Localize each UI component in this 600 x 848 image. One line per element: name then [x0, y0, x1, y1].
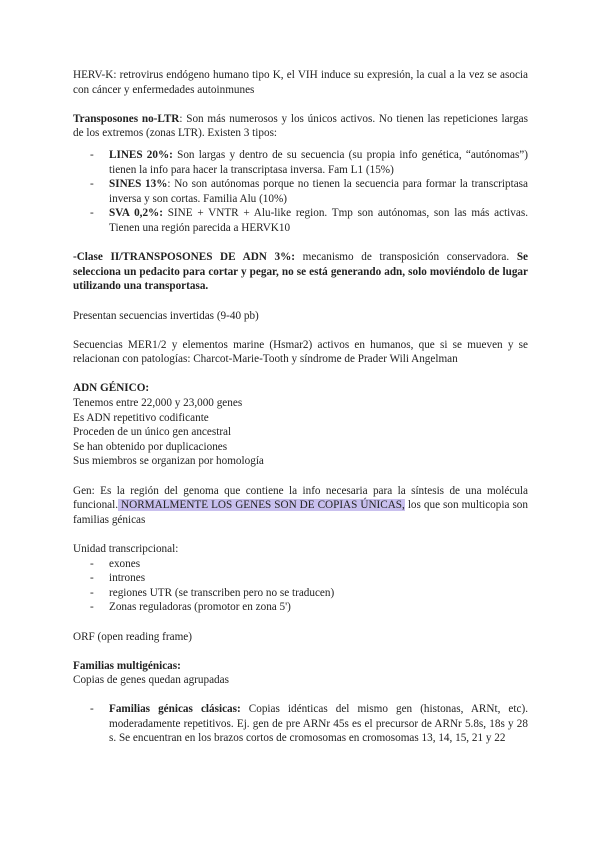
familias-clasicas-text: Copias idénticas del mismo gen (histonas, ARNt, etc). moderadamente repetitivos. Ej. gen de pre ARNr 45s es el precursor de ARNr 5.8s, 18s y 28 s. Se encuentran en los brazos cortos de cromosomas en cromosomas 13, 14, 15, 21 y 22	[109, 702, 528, 745]
herv-k-paragraph: HERV-K: retrovirus endógeno humano tipo K, el VIH induce su expresión, la cual a la vez se asocia con cáncer y enfermedades autoinmunes	[73, 69, 528, 96]
adn-genico-line: Se han obtenido por duplicaciones	[73, 440, 228, 453]
unidad-list	[73, 557, 528, 615]
clase-ii-term: -Clase II/TRANSPOSONES DE ADN 3%:	[73, 251, 296, 264]
adn-genico-line: Es ADN repetitivo codificante	[73, 411, 209, 424]
adn-genico-heading: ADN GÉNICO:	[73, 382, 150, 395]
lines-text: Son largas y dentro de su secuencia (su propia info genética, “autónomas”) tienen la info para hacer la transcriptasa inversa. Fam L1 (15%)	[109, 148, 529, 176]
clase-ii-bold-text: Se selecciona un pedacito para cortar y pegar, no se está generando adn, solo moviéndolo de lugar utilizando una transportasa.	[73, 251, 528, 293]
list-item-familias-clasicas	[109, 702, 528, 746]
no-ltr-paragraph	[73, 112, 528, 141]
list-item-sva	[109, 206, 528, 235]
lines-term: LINES 20%:	[109, 148, 173, 161]
adn-genico-line: Sus miembros se organizan por homología	[73, 455, 264, 468]
sva-term: SVA 0,2%:	[109, 207, 163, 220]
list-item: - Zonas reguladoras (promotor en zona 5')	[109, 600, 528, 615]
gen-paragraph	[73, 484, 528, 528]
invertidas-paragraph: Presentan secuencias invertidas (9-40 pb)	[73, 309, 259, 322]
familias-clasicas-term: Familias génicas clásicas:	[109, 702, 241, 715]
clase-ii-text: mecanismo de transposición conservadora.	[295, 251, 517, 264]
familias-heading: Familias multigénicas:	[73, 659, 181, 672]
no-ltr-text: : Son más numerosos y los únicos activos. No tienen las repeticiones largas de los extremos (zonas LTR). Existen 3 tipos:	[73, 112, 528, 140]
adn-genico-line: Tenemos entre 22,000 y 23,000 genes	[73, 397, 243, 410]
gen-text: Gen: Es la región del genoma que contiene la info necesaria para la síntesis de una molécula funcional.	[73, 484, 528, 512]
list-item-lines	[109, 148, 528, 177]
sines-term: SINES 13%	[109, 178, 168, 191]
list-item: - exones	[109, 557, 528, 572]
list-item: - regiones UTR (se transcriben pero no se traducen)	[109, 586, 528, 601]
document-page	[73, 68, 528, 760]
sines-text: : No son autónomas porque no tienen la secuencia para formar la transcriptasa inversa y son cortas. Familia Alu (10%)	[109, 178, 528, 205]
gen-highlight: NORMALMENTE LOS GENES SON DE COPIAS ÚNICAS,	[118, 499, 405, 512]
familias-subtitle: Copias de genes quedan agrupadas	[73, 674, 229, 687]
list-item-sines	[109, 177, 528, 206]
gen-text-end: los que son multicopia son familias génicas	[73, 499, 528, 526]
mer-paragraph: Secuencias MER1/2 y elementos marine (Hsmar2) activos en humanos, que si se mueven y se relacionan con patologías: Charcot-Marie-Tooth y síndrome de Prader Wili Angelman	[73, 338, 528, 366]
orf-paragraph: ORF (open reading frame)	[73, 630, 192, 643]
list-item: - intrones	[109, 571, 528, 586]
no-ltr-types-list	[73, 148, 528, 236]
familias-list	[73, 702, 528, 746]
no-ltr-term: Transposones no-LTR	[73, 112, 180, 125]
unidad-heading: Unidad transcripcional:	[73, 543, 179, 555]
clase-ii-paragraph	[73, 250, 528, 294]
sva-text: SINE + VNTR + Alu-like region. Tmp son autónomas, son las más activas. Tienen una región parecida a HERVK10	[109, 207, 529, 234]
adn-genico-line: Proceden de un único gen ancestral	[73, 426, 232, 439]
